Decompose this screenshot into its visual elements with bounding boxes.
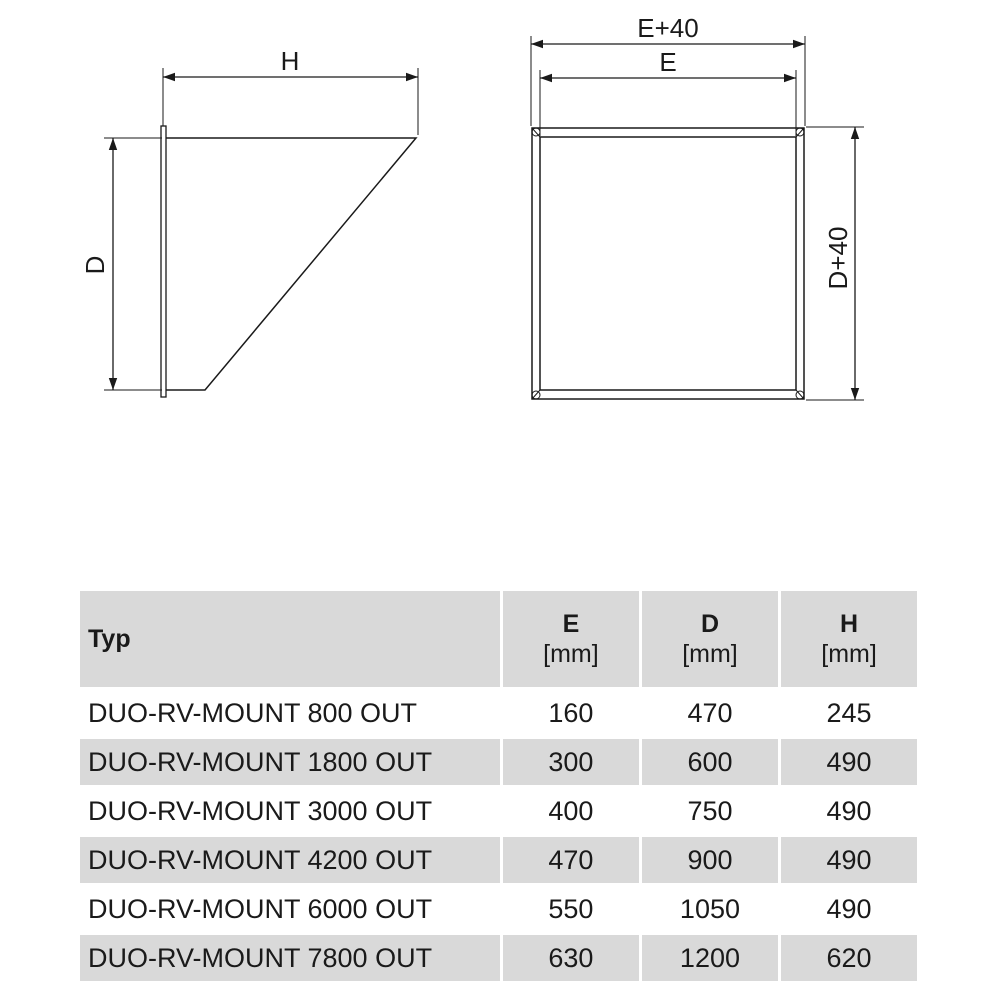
header-d-name: D xyxy=(700,610,719,638)
technical-drawing xyxy=(0,0,1000,460)
front-view-inner-frame xyxy=(540,137,796,390)
cell-d: 1050 xyxy=(679,893,740,924)
table-row xyxy=(80,935,917,981)
cell-typ: DUO-RV-MOUNT 800 OUT xyxy=(88,697,418,728)
table-row xyxy=(80,739,917,785)
cell-d: 470 xyxy=(687,697,733,728)
label-e40: E+40 xyxy=(637,13,699,43)
cell-e: 160 xyxy=(548,697,594,728)
cell-typ: DUO-RV-MOUNT 6000 OUT xyxy=(88,893,433,924)
cell-d: 750 xyxy=(687,795,733,826)
header-h-name: H xyxy=(840,610,859,638)
cell-h: 490 xyxy=(781,739,917,785)
header-e-name: E xyxy=(562,610,580,638)
header-d-unit: [mm] xyxy=(682,640,738,668)
cell-h: 620 xyxy=(781,935,917,981)
cell-h: 245 xyxy=(826,697,872,728)
cell-d: 600 xyxy=(642,739,778,785)
table-row xyxy=(80,690,917,736)
side-view xyxy=(104,68,418,397)
header-h-unit: [mm] xyxy=(821,640,877,668)
cell-typ: DUO-RV-MOUNT 1800 OUT xyxy=(80,739,500,785)
cell-typ: DUO-RV-MOUNT 4200 OUT xyxy=(80,837,500,883)
side-view-flange xyxy=(161,126,166,397)
side-view-hood-outline xyxy=(166,138,416,390)
cell-e: 630 xyxy=(503,935,639,981)
cell-typ: DUO-RV-MOUNT 7800 OUT xyxy=(80,935,500,981)
front-view xyxy=(531,36,864,400)
table-row xyxy=(80,788,917,834)
label-d40: D+40 xyxy=(823,226,853,290)
cell-h: 490 xyxy=(781,837,917,883)
header-h xyxy=(781,591,917,687)
label-h: H xyxy=(280,46,300,76)
cell-e: 400 xyxy=(548,795,594,826)
table-row xyxy=(80,837,917,883)
cell-h: 490 xyxy=(826,893,872,924)
header-d xyxy=(642,591,778,687)
front-view-outer-frame xyxy=(532,128,804,399)
cell-d: 1200 xyxy=(642,935,778,981)
dimensions-table xyxy=(77,588,920,984)
cell-d: 900 xyxy=(642,837,778,883)
header-typ: Typ xyxy=(80,591,500,687)
cell-e: 470 xyxy=(503,837,639,883)
label-d: D xyxy=(80,255,110,275)
label-e: E xyxy=(659,47,677,77)
cell-typ: DUO-RV-MOUNT 3000 OUT xyxy=(88,795,433,826)
cell-e: 300 xyxy=(503,739,639,785)
cell-e: 550 xyxy=(548,893,594,924)
header-e xyxy=(503,591,639,687)
table-row xyxy=(80,886,917,932)
cell-h: 490 xyxy=(826,795,872,826)
table-header-row xyxy=(80,591,917,687)
header-e-unit: [mm] xyxy=(543,640,599,668)
